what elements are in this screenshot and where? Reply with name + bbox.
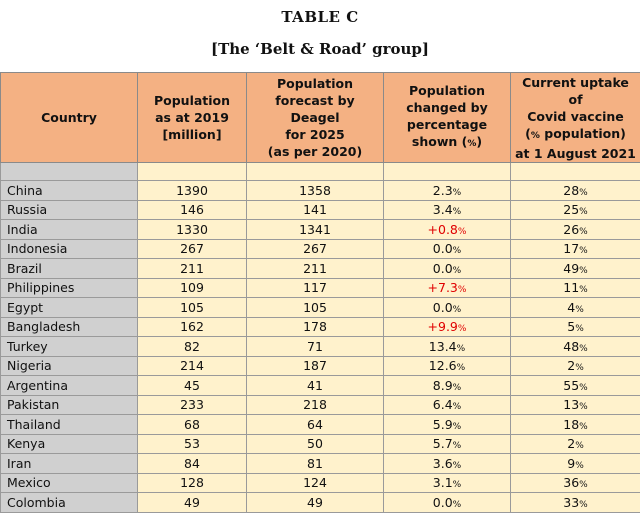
header-country: Country xyxy=(1,73,138,163)
pop2019-cell: 1390 xyxy=(138,181,247,201)
forecast-cell: 105 xyxy=(247,298,384,318)
table-row xyxy=(1,317,640,337)
uptake-cell: 2% xyxy=(511,356,640,376)
spacer-row xyxy=(1,163,640,181)
change-cell: 6.4% xyxy=(384,395,511,415)
change-cell: +9.9% xyxy=(384,317,511,337)
uptake-cell: 11% xyxy=(511,278,640,298)
country-cell: Russia xyxy=(1,200,138,220)
country-cell: Kenya xyxy=(1,434,138,454)
forecast-cell: 41 xyxy=(247,376,384,396)
pop2019-cell: 105 xyxy=(138,298,247,318)
country-cell: India xyxy=(1,220,138,240)
change-cell: 2.3% xyxy=(384,181,511,201)
spacer-cell xyxy=(384,163,511,181)
change-cell: 0.0% xyxy=(384,239,511,259)
population-table xyxy=(0,72,640,513)
table-row xyxy=(1,298,640,318)
forecast-cell: 211 xyxy=(247,259,384,279)
country-cell: Philippines xyxy=(1,278,138,298)
country-cell: Colombia xyxy=(1,493,138,513)
change-cell: 5.9% xyxy=(384,415,511,435)
table-row xyxy=(1,278,640,298)
country-cell: Bangladesh xyxy=(1,317,138,337)
table-row xyxy=(1,473,640,493)
uptake-cell: 25% xyxy=(511,200,640,220)
country-cell: Nigeria xyxy=(1,356,138,376)
header-row xyxy=(1,73,640,163)
table-row xyxy=(1,200,640,220)
country-cell: Iran xyxy=(1,454,138,474)
pop2019-cell: 267 xyxy=(138,239,247,259)
pop2019-cell: 45 xyxy=(138,376,247,396)
table-row xyxy=(1,395,640,415)
table-row xyxy=(1,239,640,259)
uptake-cell: 5% xyxy=(511,317,640,337)
country-cell: Argentina xyxy=(1,376,138,396)
header-changed: Population changed by percentage shown (%) xyxy=(384,73,511,163)
forecast-cell: 117 xyxy=(247,278,384,298)
table-row xyxy=(1,493,640,513)
change-cell: 0.0% xyxy=(384,493,511,513)
change-cell: 3.6% xyxy=(384,454,511,474)
country-cell: Indonesia xyxy=(1,239,138,259)
uptake-cell: 48% xyxy=(511,337,640,357)
table-title: TABLE C xyxy=(0,8,640,26)
spacer-cell xyxy=(138,163,247,181)
uptake-cell: 4% xyxy=(511,298,640,318)
pop2019-cell: 68 xyxy=(138,415,247,435)
change-cell: 3.4% xyxy=(384,200,511,220)
spacer-cell xyxy=(247,163,384,181)
table-row xyxy=(1,337,640,357)
table-row xyxy=(1,220,640,240)
header-forecast: Population forecast by Deagel for 2025 (as per 2020) xyxy=(247,73,384,163)
change-cell: +7.3% xyxy=(384,278,511,298)
country-cell: Turkey xyxy=(1,337,138,357)
uptake-cell: 2% xyxy=(511,434,640,454)
pop2019-cell: 82 xyxy=(138,337,247,357)
pop2019-cell: 233 xyxy=(138,395,247,415)
change-cell: 5.7% xyxy=(384,434,511,454)
spacer-cell xyxy=(511,163,640,181)
pop2019-cell: 162 xyxy=(138,317,247,337)
uptake-cell: 18% xyxy=(511,415,640,435)
table-subtitle: [The ‘Belt & Road’ group] xyxy=(0,40,640,58)
country-cell: Egypt xyxy=(1,298,138,318)
change-cell: 8.9% xyxy=(384,376,511,396)
pop2019-cell: 84 xyxy=(138,454,247,474)
uptake-cell: 13% xyxy=(511,395,640,415)
uptake-cell: 26% xyxy=(511,220,640,240)
forecast-cell: 187 xyxy=(247,356,384,376)
change-cell: +0.8% xyxy=(384,220,511,240)
pop2019-cell: 128 xyxy=(138,473,247,493)
uptake-cell: 9% xyxy=(511,454,640,474)
pop2019-cell: 146 xyxy=(138,200,247,220)
pop2019-cell: 1330 xyxy=(138,220,247,240)
pop2019-cell: 109 xyxy=(138,278,247,298)
change-cell: 0.0% xyxy=(384,298,511,318)
country-cell: China xyxy=(1,181,138,201)
forecast-cell: 49 xyxy=(247,493,384,513)
table-row xyxy=(1,434,640,454)
table-row xyxy=(1,181,640,201)
pop2019-cell: 211 xyxy=(138,259,247,279)
pop2019-cell: 53 xyxy=(138,434,247,454)
forecast-cell: 1341 xyxy=(247,220,384,240)
country-cell: Thailand xyxy=(1,415,138,435)
table-row xyxy=(1,415,640,435)
uptake-cell: 33% xyxy=(511,493,640,513)
forecast-cell: 218 xyxy=(247,395,384,415)
table-body xyxy=(1,163,640,513)
uptake-cell: 36% xyxy=(511,473,640,493)
uptake-cell: 49% xyxy=(511,259,640,279)
forecast-cell: 124 xyxy=(247,473,384,493)
spacer-cell xyxy=(1,163,138,181)
change-cell: 3.1% xyxy=(384,473,511,493)
forecast-cell: 141 xyxy=(247,200,384,220)
change-cell: 13.4% xyxy=(384,337,511,357)
country-cell: Mexico xyxy=(1,473,138,493)
forecast-cell: 1358 xyxy=(247,181,384,201)
table-row xyxy=(1,259,640,279)
pop2019-cell: 49 xyxy=(138,493,247,513)
header-pop2019: Population as at 2019 [million] xyxy=(138,73,247,163)
change-cell: 0.0% xyxy=(384,259,511,279)
table-row xyxy=(1,454,640,474)
table-row xyxy=(1,376,640,396)
forecast-cell: 64 xyxy=(247,415,384,435)
forecast-cell: 178 xyxy=(247,317,384,337)
country-cell: Pakistan xyxy=(1,395,138,415)
forecast-cell: 50 xyxy=(247,434,384,454)
forecast-cell: 267 xyxy=(247,239,384,259)
forecast-cell: 81 xyxy=(247,454,384,474)
header-uptake: Current uptake of Covid vaccine (% population) at 1 August 2021 xyxy=(511,73,640,163)
uptake-cell: 17% xyxy=(511,239,640,259)
uptake-cell: 55% xyxy=(511,376,640,396)
forecast-cell: 71 xyxy=(247,337,384,357)
table-row xyxy=(1,356,640,376)
change-cell: 12.6% xyxy=(384,356,511,376)
country-cell: Brazil xyxy=(1,259,138,279)
pop2019-cell: 214 xyxy=(138,356,247,376)
uptake-cell: 28% xyxy=(511,181,640,201)
